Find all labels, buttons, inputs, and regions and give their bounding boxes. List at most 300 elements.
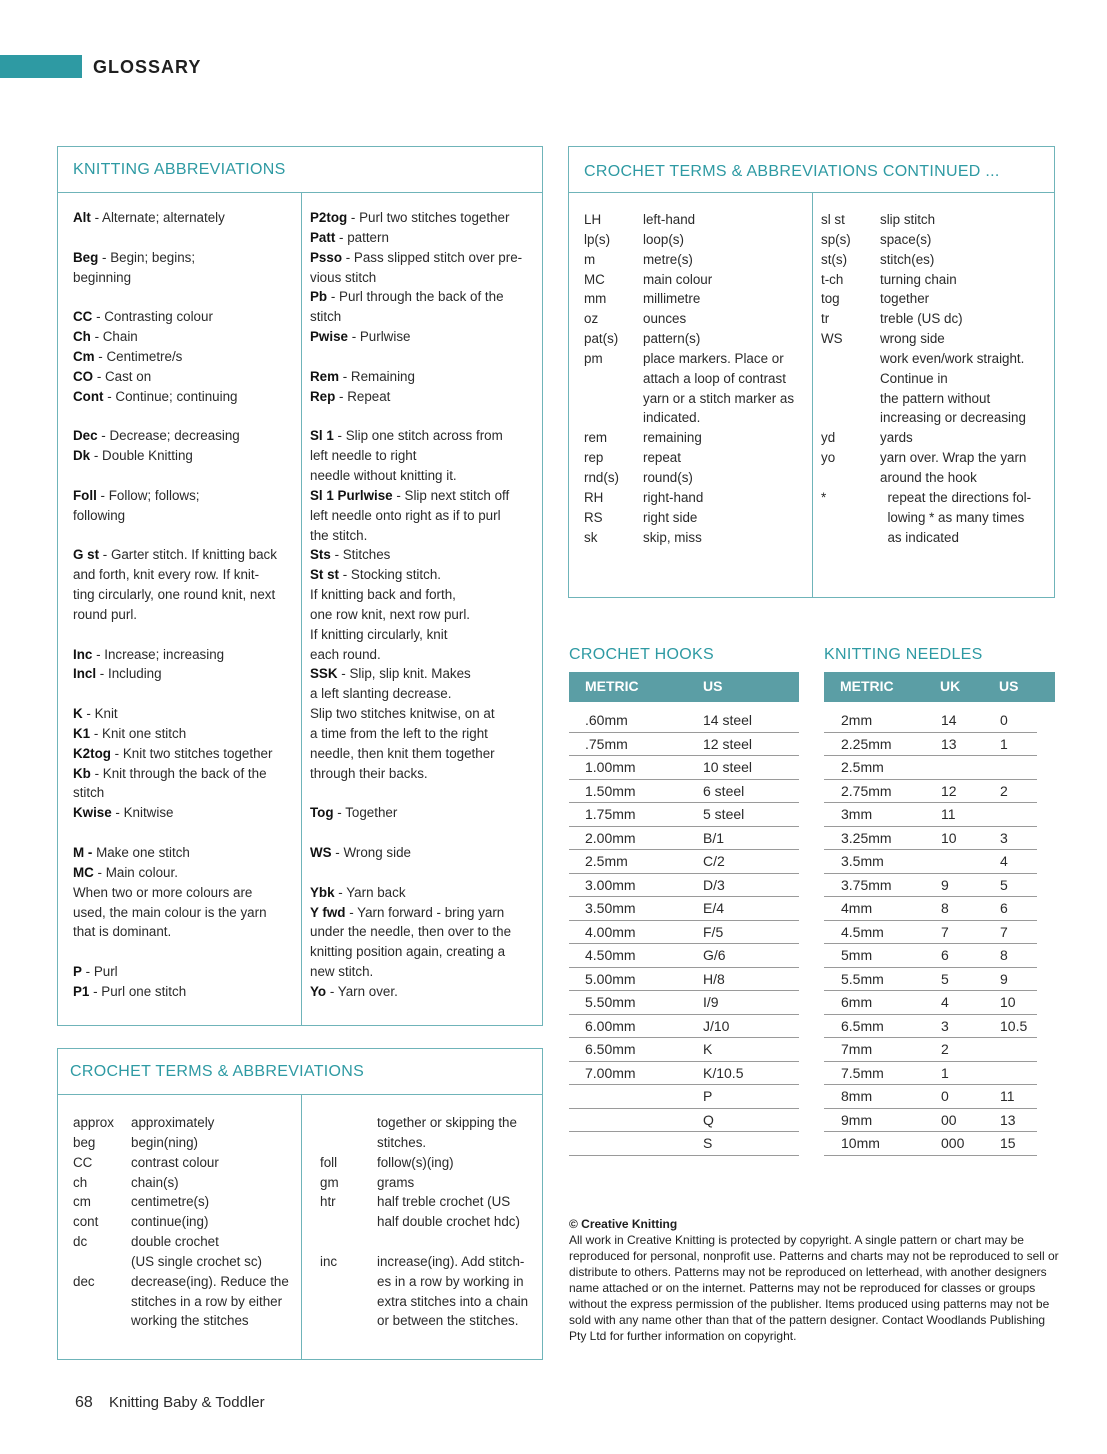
table-cell: 1.50mm — [585, 782, 636, 799]
abbreviation-definition: - Continue; continuing — [103, 388, 238, 404]
term-abbreviation: t-ch — [821, 271, 844, 287]
abbreviation-term: Cont — [73, 388, 104, 404]
abbreviation-line — [73, 645, 277, 665]
term-row — [821, 408, 1049, 428]
abbreviation-line — [310, 605, 522, 625]
abbreviation-term: Foll — [73, 487, 97, 503]
term-row — [584, 270, 809, 290]
table-cell: 11 — [941, 806, 956, 822]
table-cell: C/2 — [703, 853, 725, 869]
abbreviation-definition: - Begin; begins; — [98, 249, 196, 265]
abbreviation-group — [73, 645, 277, 685]
table-cell: 6 — [941, 947, 949, 963]
table-row — [824, 921, 1037, 945]
term-definition: slip stitch — [880, 212, 936, 227]
abbreviation-group — [310, 208, 522, 347]
abbreviation-definition: - Contrasting colour — [92, 309, 213, 325]
abbreviation-definition: knitting position again, creating a — [310, 944, 506, 960]
table-row — [824, 897, 1037, 921]
abbreviation-line — [73, 744, 277, 764]
abbreviation-definition: stitch — [310, 309, 342, 325]
term-definition: yarn over. Wrap the yarn — [880, 450, 1027, 466]
abbreviation-definition: and forth, knit every row. If knit- — [73, 567, 260, 583]
abbreviation-line — [73, 962, 277, 982]
term-abbreviation: RS — [584, 509, 603, 525]
abbreviation-term: Pb — [310, 289, 328, 305]
term-definition: stitch(es) — [880, 251, 935, 267]
abbreviation-term: Pwise — [310, 329, 348, 345]
term-definition: wrong side — [880, 331, 945, 347]
table-cell: 5.00mm — [585, 970, 636, 987]
term-row — [584, 210, 809, 230]
table-cell: 6.50mm — [585, 1041, 636, 1057]
table-cell: 8 — [941, 900, 949, 916]
table-row — [569, 1132, 799, 1156]
table-cell: H/8 — [703, 970, 725, 987]
term-definition: right side — [643, 509, 698, 525]
abbreviation-term: Patt — [310, 229, 336, 245]
term-row — [584, 309, 809, 329]
term-abbreviation: oz — [584, 311, 599, 327]
abbreviation-definition: If knitting back and forth, — [310, 587, 456, 603]
abbreviation-term: Tog — [310, 805, 334, 821]
abbreviation-group — [310, 367, 522, 407]
abbreviation-definition: left needle to right — [310, 448, 417, 464]
term-row — [584, 329, 809, 349]
abbreviation-line — [310, 228, 522, 248]
table-cell: 1.75mm — [585, 806, 636, 822]
term-abbreviation: rep — [584, 450, 604, 466]
abbreviation-term: Yo — [310, 983, 327, 999]
knitting-abbreviations-title: KNITTING ABBREVIATIONS — [58, 147, 542, 193]
abbreviation-definition: beginning — [73, 269, 132, 285]
table-cell: 3.00mm — [585, 876, 636, 893]
crochet-terms-box — [57, 1048, 543, 1360]
term-definition: the pattern without — [880, 390, 991, 406]
abbreviation-line — [310, 208, 522, 228]
abbreviation-line — [310, 704, 522, 724]
table-cell: G/6 — [703, 947, 726, 963]
abbreviation-term: Dk — [73, 448, 91, 464]
term-definition: grams — [377, 1174, 415, 1190]
table-cell: 6.5mm — [841, 1017, 884, 1034]
knitting-abbreviations-box — [57, 146, 543, 1026]
term-row — [73, 1292, 298, 1312]
table-cell: 3.75mm — [841, 876, 892, 893]
table-row — [824, 1132, 1037, 1156]
table-row — [824, 874, 1037, 898]
table-row — [824, 827, 1037, 851]
table-cell: I/9 — [703, 994, 719, 1010]
abbreviation-term: K1 — [73, 725, 91, 741]
term-abbreviation: beg — [73, 1134, 96, 1150]
abbreviation-term: Ch — [73, 329, 91, 345]
abbreviation-definition: - Knit — [82, 706, 118, 722]
table-cell: 4.5mm — [841, 923, 884, 940]
term-abbreviation: MC — [584, 271, 605, 287]
term-abbreviation: pat(s) — [584, 331, 619, 347]
abbreviation-term: Sl 1 — [310, 428, 334, 444]
knitting-needles-header-metric: METRIC — [840, 678, 894, 694]
table-cell: 3 — [1000, 829, 1008, 846]
table-cell: 11 — [1000, 1088, 1015, 1104]
term-definition: working the stitches — [131, 1313, 249, 1329]
term-definition: lowing * as many times — [880, 509, 1025, 525]
abbreviation-term: P1 — [73, 983, 90, 999]
table-cell: E/4 — [703, 900, 725, 916]
table-cell: 1.00mm — [585, 759, 636, 775]
term-definition: es in a row by working in — [377, 1273, 524, 1289]
page-title: GLOSSARY — [93, 57, 202, 77]
term-row — [821, 230, 1049, 250]
term-abbreviation: rnd(s) — [584, 469, 619, 485]
term-row — [310, 1232, 535, 1252]
abbreviation-line — [310, 426, 522, 446]
table-cell: 2.75mm — [841, 782, 892, 799]
term-definition: right-hand — [643, 489, 704, 505]
abbreviation-line — [73, 883, 277, 903]
table-cell: 4mm — [841, 900, 873, 916]
abbreviation-line — [73, 903, 277, 923]
term-row — [821, 428, 1049, 448]
copyright-title: © Creative Knitting — [569, 1217, 678, 1231]
abbreviation-definition: used, the main colour is the yarn — [73, 904, 267, 920]
table-cell: 7 — [941, 923, 949, 940]
table-row — [824, 756, 1037, 780]
table-row — [824, 1062, 1037, 1086]
abbreviation-group — [73, 843, 277, 942]
abbreviation-definition: new stitch. — [310, 964, 374, 980]
table-cell: S — [703, 1135, 713, 1151]
header-accent-bar — [0, 55, 82, 78]
abbreviation-definition: - Increase; increasing — [92, 646, 225, 662]
table-cell: 4.00mm — [585, 923, 636, 940]
table-row — [569, 968, 799, 992]
table-cell: D/3 — [703, 876, 725, 893]
abbreviation-definition: - Cast on — [93, 368, 152, 384]
abbreviation-definition: - Purl — [81, 964, 118, 980]
table-cell: 9mm — [841, 1111, 873, 1128]
term-row — [584, 488, 809, 508]
abbreviation-line — [73, 565, 277, 585]
abbreviation-term: Sts — [310, 547, 331, 563]
abbreviation-line — [73, 803, 277, 823]
table-cell: 3mm — [841, 806, 873, 822]
abbreviation-definition: ting circularly, one round knit, next — [73, 587, 276, 603]
crochet-terms-continued-title: CROCHET TERMS & ABBREVIATIONS CONTINUED ... — [569, 147, 1054, 193]
term-row — [310, 1153, 535, 1173]
table-cell: 13 — [1000, 1111, 1016, 1128]
table-cell: 10 steel — [703, 759, 753, 775]
term-abbreviation: pm — [584, 350, 603, 366]
term-row — [310, 1252, 535, 1272]
term-definition: or between the stitches. — [377, 1313, 519, 1329]
abbreviation-definition: under the needle, then over to the — [310, 924, 512, 940]
abbreviation-line — [73, 248, 277, 268]
table-cell: B/1 — [703, 829, 725, 846]
abbreviation-line — [310, 625, 522, 645]
abbreviation-definition: - Including — [96, 666, 162, 682]
term-row — [821, 389, 1049, 409]
term-definition: Continue in — [880, 370, 948, 386]
term-row — [584, 508, 809, 528]
term-row — [821, 329, 1049, 349]
table-cell: 1 — [1000, 735, 1008, 752]
abbreviation-line — [310, 287, 522, 307]
term-row — [584, 230, 809, 250]
table-row — [824, 1038, 1037, 1062]
abbreviation-definition: following — [73, 507, 126, 523]
abbreviation-definition: round purl. — [73, 606, 138, 622]
abbreviation-definition: - Remaining — [339, 368, 415, 384]
abbreviation-group — [73, 545, 277, 624]
abbreviation-group — [73, 704, 277, 823]
abbreviation-line — [310, 327, 522, 347]
abbreviation-line — [310, 446, 522, 466]
copyright-text: All work in Creative Knitting is protected by copyright. A single pattern or chart may be reproduced for personal, nonprofit use. Patterns and charts may not be reproduced to sell or distribute to others. Patterns may not be reproduced on letterhead, with another designers name attached or on the internet. Patterns may not be reproduced for classes or groups without the express permission of the publisher. Items produced using patterns may not be sold with any name other than that of the pattern designer. Contact Woodlands Publishing Pty Ltd for further information on copyright. — [569, 1233, 1059, 1343]
term-definition: metre(s) — [643, 251, 693, 267]
abbreviation-line — [73, 347, 277, 367]
table-row — [824, 803, 1037, 827]
term-abbreviation: mm — [584, 291, 607, 307]
copyright-notice — [569, 1216, 1059, 1344]
abbreviation-term: K2tog — [73, 745, 111, 761]
table-cell: 10mm — [841, 1135, 880, 1151]
table-cell: 2.00mm — [585, 829, 636, 846]
abbreviation-line — [73, 426, 277, 446]
table-row — [824, 850, 1037, 874]
term-abbreviation: tr — [821, 311, 830, 327]
table-cell: J/10 — [703, 1017, 730, 1034]
term-abbreviation: htr — [320, 1194, 336, 1210]
abbreviation-line — [310, 744, 522, 764]
crochet-terms-continued-right-column — [821, 210, 1049, 547]
abbreviation-term: Inc — [73, 646, 93, 662]
term-definition: remaining — [643, 430, 702, 446]
abbreviation-line — [73, 922, 277, 942]
term-definition: decrease(ing). Reduce the — [131, 1273, 289, 1289]
table-cell: 4 — [941, 994, 949, 1010]
term-row — [73, 1311, 298, 1331]
table-cell: K — [703, 1041, 713, 1057]
term-abbreviation: ch — [73, 1174, 88, 1190]
abbreviation-line — [310, 367, 522, 387]
table-cell: 2.5mm — [841, 759, 884, 775]
abbreviation-group — [310, 803, 522, 823]
term-definition: extra stitches into a chain — [377, 1293, 529, 1309]
table-cell: 2.25mm — [841, 735, 892, 752]
abbreviation-term: MC — [73, 864, 94, 880]
abbreviation-line — [310, 545, 522, 565]
term-abbreviation: m — [584, 251, 596, 267]
abbreviation-line — [310, 248, 522, 268]
abbreviation-line — [73, 704, 277, 724]
table-row — [569, 874, 799, 898]
abbreviation-definition: vious stitch — [310, 269, 377, 285]
term-definition: approximately — [131, 1115, 215, 1130]
term-row — [584, 528, 809, 548]
table-cell: 10 — [1000, 994, 1016, 1010]
table-cell: 5.50mm — [585, 994, 636, 1010]
table-cell: 2 — [1000, 782, 1008, 799]
term-row — [73, 1232, 298, 1252]
term-abbreviation: lp(s) — [584, 231, 611, 247]
table-row — [569, 709, 799, 733]
crochet-terms-title: CROCHET TERMS & ABBREVIATIONS — [58, 1049, 542, 1095]
abbreviation-definition: - Purlwise — [347, 329, 411, 345]
page-number: 68 — [75, 1394, 93, 1411]
abbreviation-definition: - Knit through the back of the — [90, 765, 267, 781]
term-definition: (US single crochet sc) — [131, 1253, 262, 1269]
table-cell: 5 — [941, 970, 949, 987]
table-cell: 5.5mm — [841, 970, 884, 987]
abbreviation-line — [310, 903, 522, 923]
abbreviation-group — [73, 426, 277, 466]
table-cell: 9 — [1000, 970, 1008, 987]
term-row — [821, 210, 1049, 230]
term-definition: double crochet — [131, 1234, 219, 1250]
table-cell: 5 — [1000, 876, 1008, 893]
term-definition: treble (US dc) — [880, 311, 963, 327]
term-row — [73, 1212, 298, 1232]
abbreviation-group — [73, 486, 277, 526]
term-row — [310, 1173, 535, 1193]
column-divider — [812, 193, 813, 597]
table-cell: 4.50mm — [585, 947, 636, 963]
abbreviation-term: St st — [310, 567, 340, 583]
table-cell: 8mm — [841, 1088, 873, 1104]
table-cell: 0 — [1000, 712, 1008, 728]
abbreviation-group — [73, 248, 277, 288]
term-row — [584, 408, 809, 428]
term-row — [821, 309, 1049, 329]
table-row — [569, 1038, 799, 1062]
table-cell: 10 — [941, 829, 957, 846]
term-row — [821, 270, 1049, 290]
knitting-needles-header-uk: UK — [940, 678, 961, 694]
abbreviation-line — [73, 664, 277, 684]
term-abbreviation: rem — [584, 430, 608, 446]
term-definition: around the hook — [880, 469, 977, 485]
table-cell: 10.5 — [1000, 1017, 1028, 1034]
column-divider — [301, 1095, 302, 1359]
term-abbreviation: tog — [821, 291, 840, 307]
abbreviation-definition: - Together — [333, 805, 398, 821]
abbreviation-definition: - Slip, slip knit. Makes — [337, 666, 471, 682]
knitting-needles-header-us: US — [999, 678, 1019, 694]
table-row — [569, 897, 799, 921]
abbreviation-group — [310, 883, 522, 1002]
table-cell: Q — [703, 1111, 714, 1128]
term-row — [821, 289, 1049, 309]
term-row — [73, 1113, 298, 1133]
abbreviation-definition: needle without knitting it. — [310, 467, 457, 483]
term-abbreviation: yo — [821, 450, 836, 466]
abbreviation-definition: - Pass slipped stitch over pre- — [342, 249, 523, 265]
knitting-needles-header — [824, 672, 1055, 702]
abbreviation-term: Kwise — [73, 805, 112, 821]
table-cell: 8 — [1000, 947, 1008, 963]
term-row — [73, 1173, 298, 1193]
abbreviation-line — [310, 724, 522, 744]
term-abbreviation: dec — [73, 1273, 95, 1289]
abbreviation-term: WS — [310, 845, 332, 860]
table-row — [824, 709, 1037, 733]
term-definition: millimetre — [643, 291, 701, 307]
page-footer — [75, 1394, 265, 1412]
term-abbreviation: RH — [584, 489, 604, 505]
abbreviation-group — [73, 208, 277, 228]
term-definition: increase(ing). Add stitch- — [377, 1253, 525, 1269]
abbreviation-line — [73, 387, 277, 407]
table-cell: 7.00mm — [585, 1064, 636, 1081]
abbreviation-line — [73, 307, 277, 327]
abbreviation-line — [310, 982, 522, 1002]
table-row — [824, 991, 1037, 1015]
abbreviation-line — [310, 764, 522, 784]
term-row — [310, 1192, 535, 1212]
abbreviation-definition: - Purl through the back of the — [327, 289, 504, 305]
abbreviation-definition: - Chain — [90, 329, 138, 345]
term-definition: half double crochet hdc) — [377, 1214, 520, 1230]
term-abbreviation: st(s) — [821, 251, 848, 267]
term-row — [73, 1153, 298, 1173]
abbreviation-line — [310, 466, 522, 486]
abbreviation-definition: - Alternate; alternately — [90, 210, 225, 225]
term-definition: loop(s) — [643, 231, 684, 247]
abbreviation-line — [73, 605, 277, 625]
term-row — [310, 1212, 535, 1232]
abbreviation-line — [310, 684, 522, 704]
table-cell: 6 — [1000, 900, 1008, 916]
abbreviation-definition: If knitting circularly, knit — [310, 626, 448, 642]
term-row — [584, 468, 809, 488]
term-definition: stitches in a row by either — [131, 1293, 283, 1309]
abbreviation-line — [73, 724, 277, 744]
term-definition: continue(ing) — [131, 1214, 209, 1230]
term-row — [73, 1192, 298, 1212]
abbreviation-term: Rem — [310, 368, 340, 384]
term-row — [821, 508, 1049, 528]
abbreviation-definition: a left slanting decrease. — [310, 686, 452, 702]
crochet-terms-right-column — [310, 1113, 535, 1331]
table-row — [824, 944, 1037, 968]
abbreviation-definition: needle, then knit them together — [310, 745, 495, 761]
term-abbreviation: approx — [73, 1115, 114, 1130]
table-row — [824, 1085, 1037, 1109]
table-cell: 00 — [941, 1111, 957, 1128]
abbreviation-line — [73, 367, 277, 387]
term-row — [584, 349, 809, 369]
table-row — [569, 1015, 799, 1039]
abbreviation-definition: - Yarn forward - bring yarn — [345, 904, 505, 920]
abbreviation-definition: - Repeat — [335, 388, 391, 404]
crochet-hooks-header-us: US — [703, 678, 723, 694]
abbreviation-line — [310, 664, 522, 684]
term-definition: turning chain — [880, 271, 957, 287]
abbreviation-definition: - Slip one stitch across from — [333, 428, 503, 444]
table-cell: 2 — [941, 1041, 949, 1057]
abbreviation-term: G st — [73, 547, 100, 563]
term-definition: together — [880, 291, 930, 307]
crochet-terms-left-column — [73, 1113, 298, 1331]
crochet-terms-continued-box — [568, 146, 1055, 598]
table-cell: 9 — [941, 876, 949, 893]
abbreviation-term: Beg — [73, 249, 99, 265]
term-definition: centimetre(s) — [131, 1194, 210, 1210]
abbreviation-definition: - Slip next stitch off — [392, 487, 510, 503]
table-cell: 2mm — [841, 712, 873, 728]
